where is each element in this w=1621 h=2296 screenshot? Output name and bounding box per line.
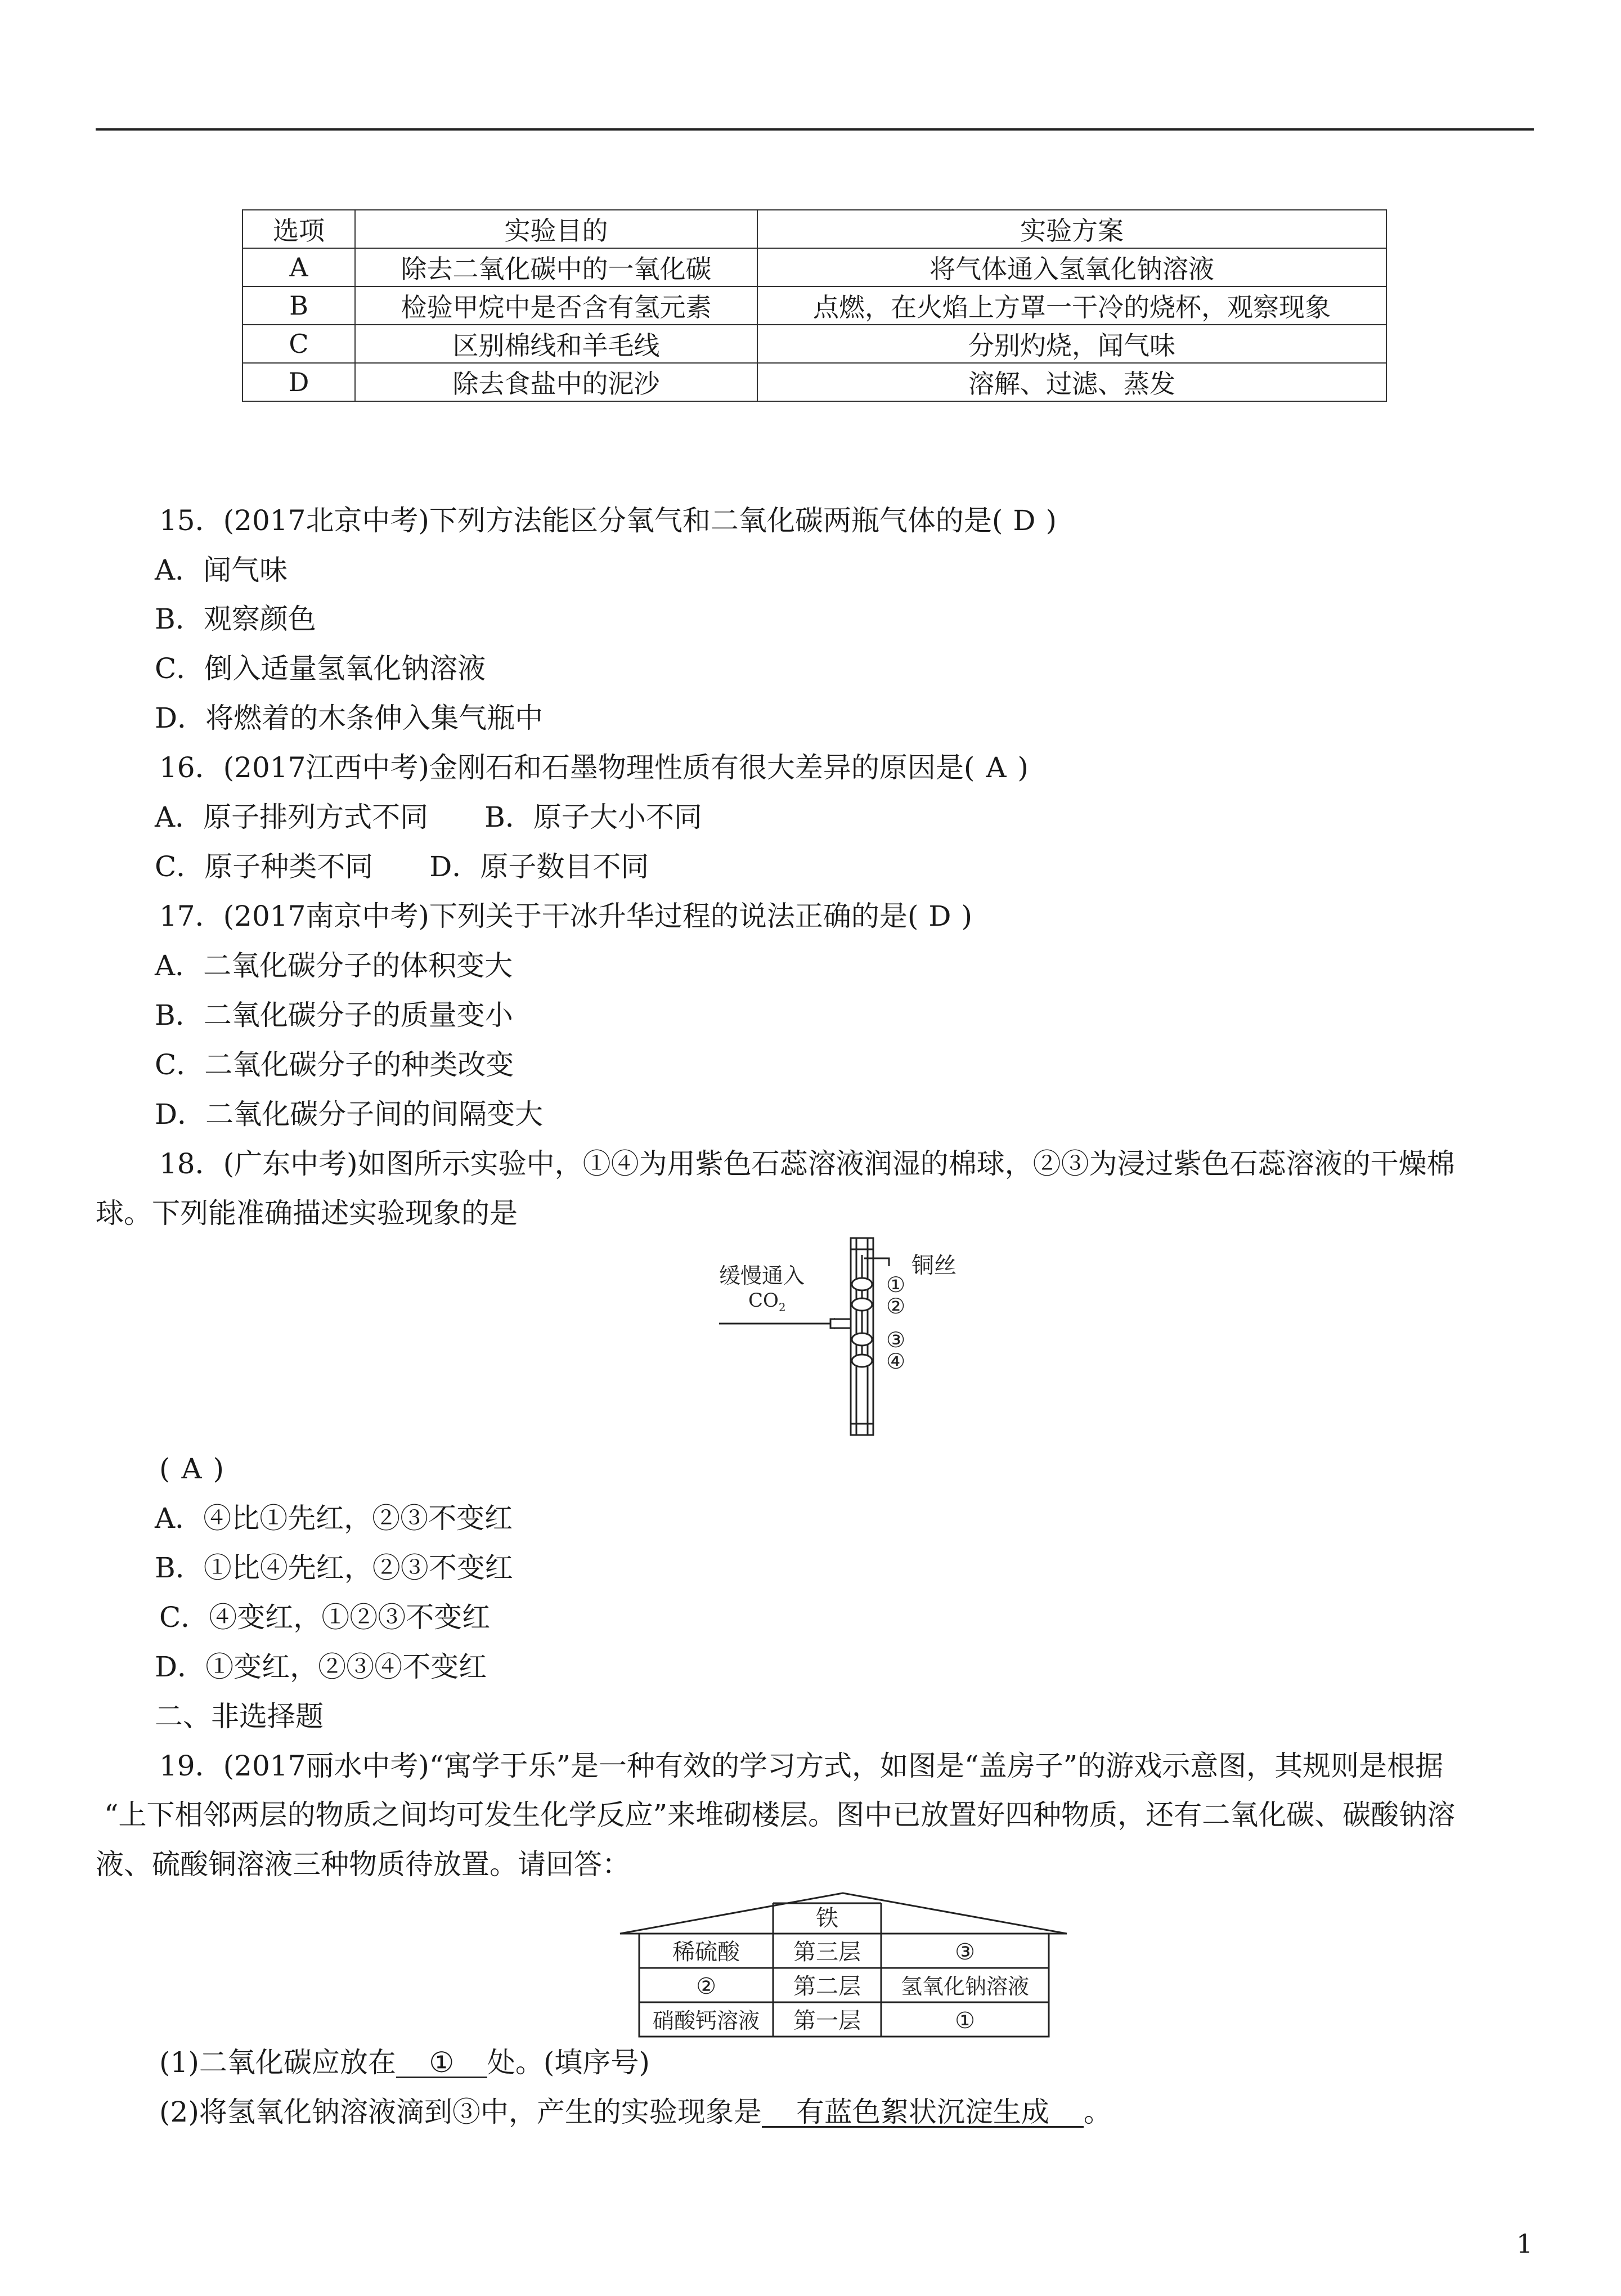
table-row bbox=[243, 325, 1386, 363]
cell-purpose: 区别棉线和羊毛线 bbox=[355, 325, 757, 363]
ball-label-2: ② bbox=[886, 1294, 906, 1319]
co2-tube-diagram bbox=[715, 1232, 979, 1441]
ball-label-3: ③ bbox=[886, 1328, 906, 1352]
inlet-label: 缓慢通入 bbox=[719, 1263, 805, 1288]
house-game-diagram bbox=[619, 1891, 1069, 2043]
cotton-ball-4 bbox=[852, 1355, 872, 1367]
q17-stem bbox=[159, 902, 972, 930]
q18-close: ) bbox=[213, 1452, 224, 1485]
q18-option-d: D．①变红，②③④不变红 bbox=[155, 1651, 487, 1683]
section-heading: 二、非选择题 bbox=[155, 1700, 324, 1733]
q15-answer: D bbox=[1013, 504, 1036, 537]
header-plan: 实验方案 bbox=[757, 210, 1386, 248]
q17-option-d: D．二氧化碳分子间的间隔变大 bbox=[155, 1098, 544, 1131]
q19-sub2-prefix: (2)将氢氧化钠溶液滴到③中，产生的实验现象是 bbox=[159, 2096, 762, 2128]
house-cell: ② bbox=[696, 1974, 716, 1999]
q19-sub1-prefix: (1)二氧化碳应放在 bbox=[159, 2046, 396, 2079]
q16-options-row1: A．原子排列方式不同 B．原子大小不同 bbox=[155, 801, 702, 833]
cell-plan: 分别灼烧，闻气味 bbox=[757, 325, 1386, 363]
cotton-ball-2 bbox=[852, 1298, 872, 1311]
q18-answer: A bbox=[181, 1452, 202, 1485]
gas-label: $CO_2$ bbox=[748, 1289, 786, 1314]
house-cell: 稀硫酸 bbox=[672, 1939, 740, 1965]
q18-option-a: A．④比①先红，②③不变红 bbox=[155, 1502, 513, 1535]
house-cell: 第三层 bbox=[793, 1939, 861, 1965]
house-cell: 氢氧化钠溶液 bbox=[900, 1974, 1030, 1999]
q19-stem-line1: 19．(2017丽水中考)“寓学于乐”是一种有效的学习方式，如图是“盖房子”的游戏示意图，其规则是根据 bbox=[159, 1750, 1444, 1782]
cell-option: D bbox=[243, 363, 355, 401]
q17-option-b: B．二氧化碳分子的质量变小 bbox=[155, 999, 513, 1032]
cell-plan: 将气体通入氢氧化钠溶液 bbox=[757, 248, 1386, 286]
cell-plan: 点燃，在火焰上方罩一干冷的烧杯，观察现象 bbox=[757, 286, 1386, 325]
house-cell: ③ bbox=[955, 1939, 975, 1965]
q16-options-row2: C．原子种类不同 D．原子数目不同 bbox=[155, 850, 649, 883]
q19-sub1-suffix: 处。(填序号) bbox=[487, 2046, 650, 2079]
header-rule bbox=[96, 128, 1534, 131]
copper-wire-label: 铜丝 bbox=[911, 1253, 957, 1279]
q19-subquestion-1 bbox=[159, 2048, 650, 2078]
house-cell: ① bbox=[955, 2008, 975, 2034]
experiment-options-table bbox=[242, 209, 1387, 402]
q17-option-a: A．二氧化碳分子的体积变大 bbox=[155, 949, 513, 982]
q19-subquestion-2 bbox=[159, 2098, 1112, 2128]
cell-option: A bbox=[243, 248, 355, 286]
house-cell: 第二层 bbox=[793, 1974, 861, 1999]
cell-plan: 溶解、过滤、蒸发 bbox=[757, 363, 1386, 401]
q15-option-c: C．倒入适量氢氧化钠溶液 bbox=[155, 652, 486, 685]
q15-option-b: B．观察颜色 bbox=[155, 603, 316, 635]
q18-option-c: C．④变红，①②③不变红 bbox=[159, 1601, 491, 1634]
table-header-row bbox=[243, 210, 1386, 248]
q16-answer: A bbox=[986, 751, 1007, 784]
q18-stem-line2: 球。下列能准确描述实验现象的是 bbox=[96, 1197, 518, 1230]
q17-answer: D bbox=[928, 900, 951, 932]
q19-sub1-answer: ① bbox=[396, 2048, 487, 2078]
header-option: 选项 bbox=[243, 210, 355, 248]
cotton-ball-3 bbox=[852, 1333, 872, 1346]
q18-open: ( bbox=[159, 1452, 170, 1485]
q15-stem bbox=[159, 506, 1057, 535]
q19-sub2-suffix: 。 bbox=[1083, 2096, 1112, 2128]
house-cell: 第一层 bbox=[793, 2008, 861, 2034]
q15-stem-text: 15．(2017北京中考)下列方法能区分氧气和二氧化碳两瓶气体的是( bbox=[159, 504, 1003, 537]
q19-sub2-answer: 有蓝色絮状沉淀生成 bbox=[762, 2098, 1084, 2128]
q15-close: ) bbox=[1045, 504, 1057, 537]
table-row bbox=[243, 286, 1386, 325]
table-row bbox=[243, 363, 1386, 401]
cell-option: B bbox=[243, 286, 355, 325]
q15-option-a: A．闻气味 bbox=[155, 554, 288, 586]
cell-option: C bbox=[243, 325, 355, 363]
q19-stem-line2: “上下相邻两层的物质之间均可发生化学反应”来堆砌楼层。图中已放置好四种物质，还有二氧化碳、碳酸钠溶 bbox=[104, 1799, 1456, 1831]
house-roof bbox=[620, 1893, 1067, 1934]
q17-stem-text: 17．(2017南京中考)下列关于干冰升华过程的说法正确的是( bbox=[159, 900, 919, 932]
q17-close: ) bbox=[961, 900, 972, 932]
cell-purpose: 除去食盐中的泥沙 bbox=[355, 363, 757, 401]
roof-label: 铁 bbox=[816, 1905, 838, 1931]
table-row bbox=[243, 248, 1386, 286]
cell-purpose: 除去二氧化碳中的一氧化碳 bbox=[355, 248, 757, 286]
q16-stem-text: 16．(2017江西中考)金刚石和石墨物理性质有很大差异的原因是( bbox=[159, 751, 975, 784]
q16-close: ) bbox=[1017, 751, 1029, 784]
q18-stem-line1: 18．(广东中考)如图所示实验中，①④为用紫色石蕊溶液润湿的棉球，②③为浸过紫色石蕊溶液的干燥棉 bbox=[159, 1147, 1455, 1180]
cell-purpose: 检验甲烷中是否含有氢元素 bbox=[355, 286, 757, 325]
ball-label-1: ① bbox=[886, 1272, 906, 1297]
q18-answer-line bbox=[159, 1452, 224, 1485]
page-number: 1 bbox=[1516, 2228, 1533, 2259]
house-cell: 硝酸钙溶液 bbox=[652, 2008, 760, 2033]
header-purpose: 实验目的 bbox=[355, 210, 757, 248]
q16-stem bbox=[159, 751, 1029, 784]
cotton-ball-1 bbox=[852, 1278, 872, 1290]
q18-option-b: B．①比④先红，②③不变红 bbox=[155, 1551, 513, 1584]
q15-option-d: D．将燃着的木条伸入集气瓶中 bbox=[155, 702, 544, 734]
ball-label-4: ④ bbox=[886, 1349, 906, 1374]
q19-stem-line3: 液、硫酸铜溶液三种物质待放置。请回答： bbox=[96, 1848, 630, 1881]
q17-option-c: C．二氧化碳分子的种类改变 bbox=[155, 1048, 514, 1081]
